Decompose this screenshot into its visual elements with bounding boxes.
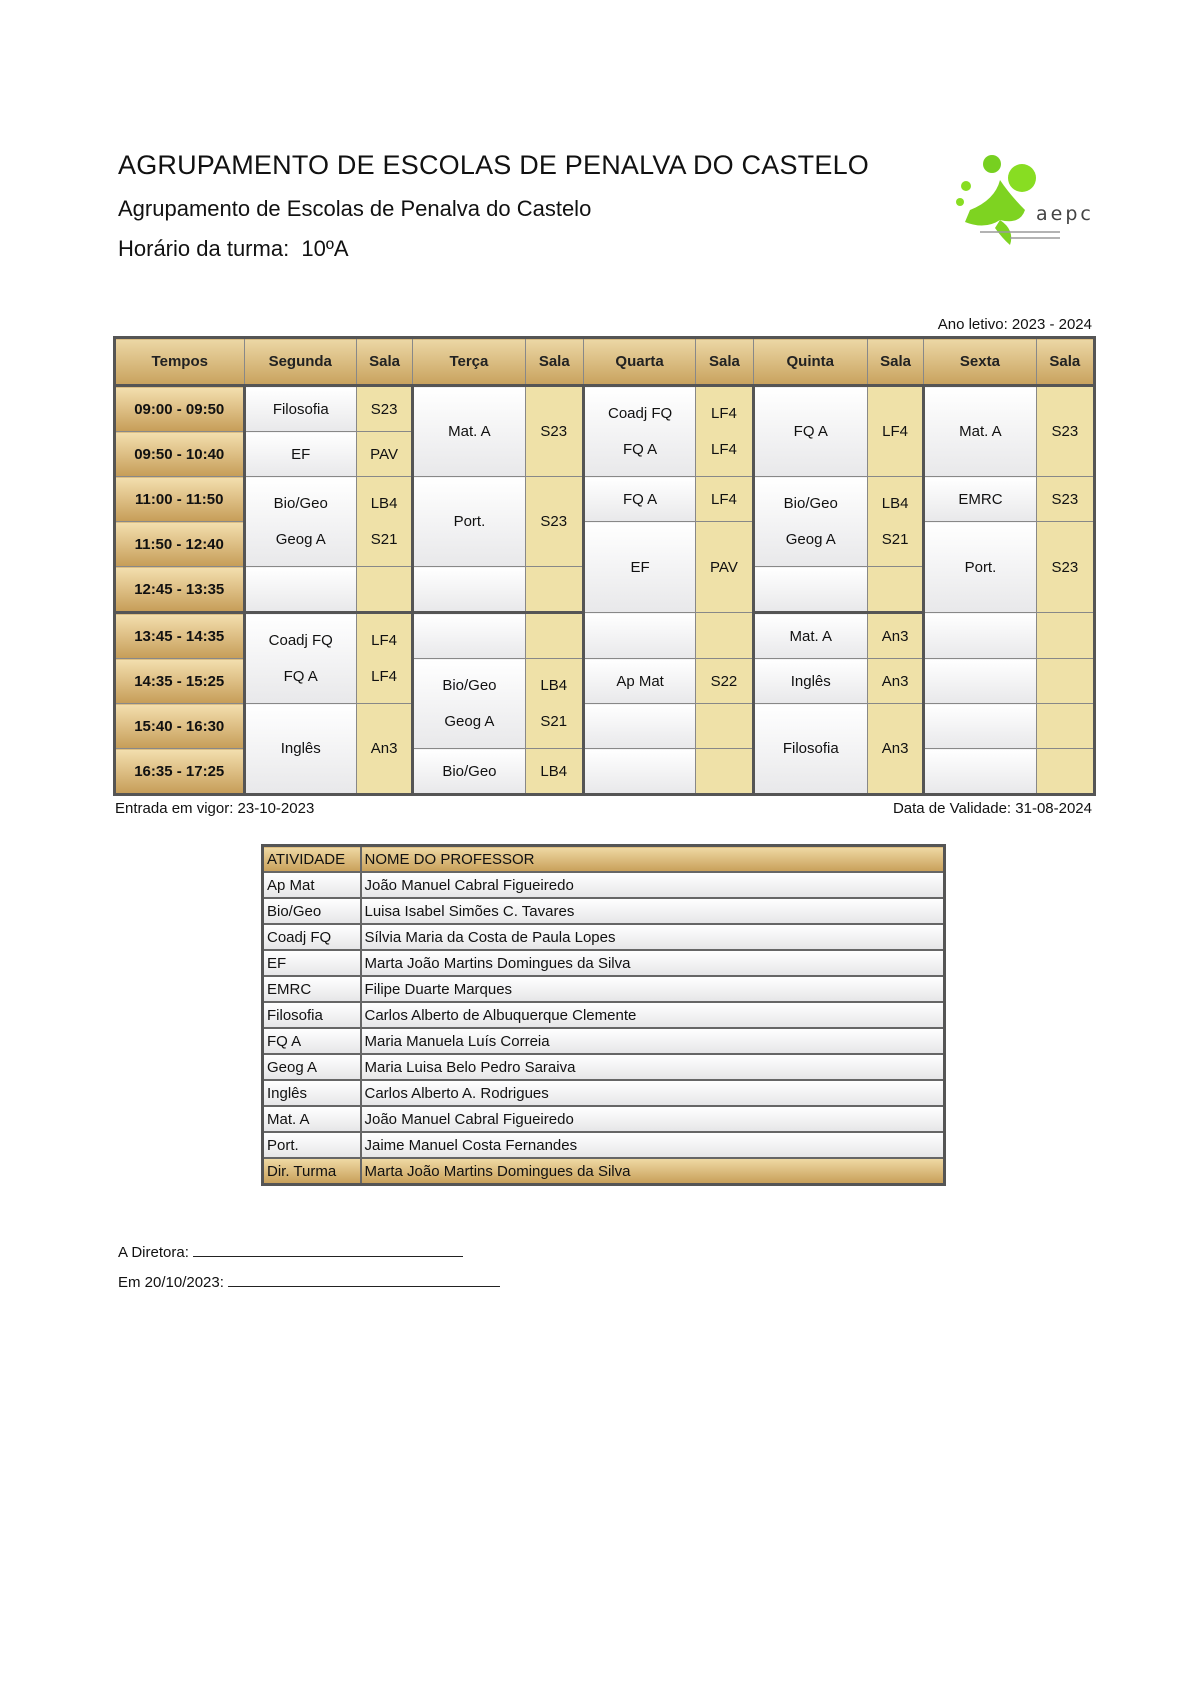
room-cell <box>868 477 924 567</box>
room-cell-empty <box>696 704 753 749</box>
room-cell: An3 <box>868 659 924 704</box>
signature-line <box>228 1274 500 1287</box>
room-cell: An3 <box>868 704 924 795</box>
class-line: Bio/Geo <box>442 676 497 694</box>
time-slot: 14:35 - 15:25 <box>115 659 245 704</box>
class-cell: EF <box>244 432 356 477</box>
activity-cell: Inglês <box>263 1080 361 1106</box>
table-row <box>263 1106 945 1132</box>
room-line: LB4 <box>540 676 568 694</box>
table-row <box>263 950 945 976</box>
activity-cell: Dir. Turma <box>263 1158 361 1185</box>
room-line: LF4 <box>711 440 737 458</box>
col-header-sala: Sala <box>1036 338 1094 386</box>
room-cell: S23 <box>1036 386 1094 477</box>
class-cell-empty <box>753 567 867 613</box>
time-slot: 12:45 - 13:35 <box>115 567 245 613</box>
class-cell: Port. <box>924 522 1036 613</box>
table-row <box>263 1054 945 1080</box>
class-cell: Mat. A <box>753 613 867 659</box>
class-cell: FQ A <box>583 477 695 522</box>
schedule-table <box>113 336 1096 796</box>
table-row <box>263 1080 945 1106</box>
class-cell: Ap Mat <box>583 659 695 704</box>
room-cell-empty <box>356 567 412 613</box>
activity-cell: Filosofia <box>263 1002 361 1028</box>
col-header-sala: Sala <box>868 338 924 386</box>
class-cell-empty <box>413 567 525 613</box>
class-cell <box>413 659 525 749</box>
room-cell: S23 <box>1036 477 1094 522</box>
room-cell: S23 <box>525 477 583 567</box>
table-row <box>263 1028 945 1054</box>
class-cell: Port. <box>413 477 525 567</box>
schedule-row <box>115 386 1095 432</box>
teachers-header-row <box>263 846 945 873</box>
room-cell: LF4 <box>868 386 924 477</box>
class-cell-empty <box>924 659 1036 704</box>
director-label: A Diretora: <box>118 1244 189 1261</box>
teacher-cell: Carlos Alberto A. Rodrigues <box>361 1080 945 1106</box>
room-line: LF4 <box>371 631 397 649</box>
class-line: Geog A <box>275 530 326 548</box>
table-row <box>263 872 945 898</box>
room-cell-empty <box>525 567 583 613</box>
room-cell-empty <box>696 749 753 795</box>
class-cell <box>753 477 867 567</box>
activity-cell: Ap Mat <box>263 872 361 898</box>
class-line: Bio/Geo <box>783 494 838 512</box>
time-slot: 11:50 - 12:40 <box>115 522 245 567</box>
teacher-cell: Marta João Martins Domingues da Silva <box>361 1158 945 1185</box>
class-cell-empty <box>924 749 1036 795</box>
col-header-teacher: NOME DO PROFESSOR <box>361 846 945 873</box>
time-slot: 09:50 - 10:40 <box>115 432 245 477</box>
school-title: AGRUPAMENTO DE ESCOLAS DE PENALVA DO CASTELO <box>118 150 869 180</box>
activity-cell: Bio/Geo <box>263 898 361 924</box>
col-header-tempos: Tempos <box>115 338 245 386</box>
class-cell: EF <box>583 522 695 613</box>
room-cell <box>356 477 412 567</box>
class-cell: Inglês <box>753 659 867 704</box>
activity-cell: Mat. A <box>263 1106 361 1132</box>
effective-date: Entrada em vigor: 23-10-2023 <box>115 800 315 817</box>
school-logo <box>940 150 1100 260</box>
room-line: S21 <box>881 530 909 548</box>
class-line: Coadj FQ <box>608 404 673 422</box>
table-row <box>263 1002 945 1028</box>
room-line: S21 <box>540 712 568 730</box>
teacher-cell: Filipe Duarte Marques <box>361 976 945 1002</box>
room-line: LF4 <box>371 667 397 685</box>
room-cell-empty <box>1036 704 1094 749</box>
col-header-segunda: Segunda <box>244 338 356 386</box>
teacher-cell: Maria Luisa Belo Pedro Saraiva <box>361 1054 945 1080</box>
class-cell: Bio/Geo <box>413 749 525 795</box>
table-row <box>263 898 945 924</box>
col-header-sala: Sala <box>696 338 753 386</box>
school-year: Ano letivo: 2023 - 2024 <box>937 316 1092 333</box>
schedule-row <box>115 613 1095 659</box>
activity-cell: Geog A <box>263 1054 361 1080</box>
teacher-cell: Carlos Alberto de Albuquerque Clemente <box>361 1002 945 1028</box>
turma-value: 10ºA <box>301 236 349 261</box>
time-slot: 15:40 - 16:30 <box>115 704 245 749</box>
signature-line <box>193 1244 463 1257</box>
room-cell <box>696 386 753 477</box>
time-slot: 13:45 - 14:35 <box>115 613 245 659</box>
director-signature <box>118 1244 463 1261</box>
class-line: Geog A <box>444 712 495 730</box>
class-line: Geog A <box>785 530 836 548</box>
room-line: S21 <box>370 530 398 548</box>
room-cell: PAV <box>696 522 753 613</box>
schedule-row <box>115 704 1095 749</box>
col-header-activity: ATIVIDADE <box>263 846 361 873</box>
teacher-cell: Luisa Isabel Simões C. Tavares <box>361 898 945 924</box>
class-cell <box>583 386 695 477</box>
room-cell: An3 <box>868 613 924 659</box>
room-cell: S23 <box>525 386 583 477</box>
table-row <box>263 924 945 950</box>
col-header-terca: Terça <box>413 338 525 386</box>
teacher-cell: Sílvia Maria da Costa de Paula Lopes <box>361 924 945 950</box>
teacher-cell: Jaime Manuel Costa Fernandes <box>361 1132 945 1158</box>
room-cell: S23 <box>356 386 412 432</box>
room-cell: PAV <box>356 432 412 477</box>
class-line: FQ A <box>283 667 318 685</box>
class-cell-empty <box>244 567 356 613</box>
room-cell-empty <box>1036 659 1094 704</box>
schedule-row <box>115 477 1095 522</box>
activity-cell: Coadj FQ <box>263 924 361 950</box>
class-line: FQ A <box>623 440 658 458</box>
room-cell: LB4 <box>525 749 583 795</box>
class-schedule-label <box>118 236 349 262</box>
class-cell-empty <box>924 613 1036 659</box>
class-cell: Inglês <box>244 704 356 795</box>
class-cell-empty <box>924 704 1036 749</box>
date-label: Em 20/10/2023: <box>118 1274 224 1291</box>
validity-date: Data de Validade: 31-08-2024 <box>892 800 1092 817</box>
room-line: LB4 <box>881 494 909 512</box>
col-header-sexta: Sexta <box>924 338 1036 386</box>
room-line: LB4 <box>370 494 398 512</box>
col-header-sala: Sala <box>525 338 583 386</box>
class-director-row <box>263 1158 945 1185</box>
room-cell: S23 <box>1036 522 1094 613</box>
room-cell-empty <box>525 613 583 659</box>
class-cell <box>244 613 356 704</box>
activity-cell: FQ A <box>263 1028 361 1054</box>
room-cell: S22 <box>696 659 753 704</box>
table-row <box>263 1132 945 1158</box>
table-row <box>263 976 945 1002</box>
class-cell: Mat. A <box>924 386 1036 477</box>
activity-cell: Port. <box>263 1132 361 1158</box>
room-cell-empty <box>696 613 753 659</box>
room-line: LF4 <box>711 404 737 422</box>
class-cell-empty <box>583 704 695 749</box>
logo-text: aepc <box>1036 203 1094 225</box>
teacher-cell: Marta João Martins Domingues da Silva <box>361 950 945 976</box>
class-cell-empty <box>413 613 525 659</box>
activity-cell: EF <box>263 950 361 976</box>
date-signature <box>118 1274 500 1291</box>
col-header-sala: Sala <box>356 338 412 386</box>
room-cell-empty <box>1036 613 1094 659</box>
room-cell: LF4 <box>696 477 753 522</box>
class-cell: EMRC <box>924 477 1036 522</box>
time-slot: 11:00 - 11:50 <box>115 477 245 522</box>
room-cell: An3 <box>356 704 412 795</box>
class-line: Coadj FQ <box>268 631 333 649</box>
class-cell: Mat. A <box>413 386 525 477</box>
room-cell <box>356 613 412 704</box>
turma-label: Horário da turma: <box>118 236 290 261</box>
activity-cell: EMRC <box>263 976 361 1002</box>
room-cell <box>525 659 583 749</box>
teachers-table <box>261 844 946 1186</box>
class-cell: Filosofia <box>244 386 356 432</box>
teacher-cell: João Manuel Cabral Figueiredo <box>361 1106 945 1132</box>
school-subtitle: Agrupamento de Escolas de Penalva do Castelo <box>118 196 592 221</box>
class-cell-empty <box>583 749 695 795</box>
time-slot: 16:35 - 17:25 <box>115 749 245 795</box>
class-line: Bio/Geo <box>273 494 328 512</box>
schedule-header-row <box>115 338 1095 386</box>
room-cell-empty <box>1036 749 1094 795</box>
class-cell: Filosofia <box>753 704 867 795</box>
class-cell-empty <box>583 613 695 659</box>
class-cell: FQ A <box>753 386 867 477</box>
teacher-cell: Maria Manuela Luís Correia <box>361 1028 945 1054</box>
room-cell-empty <box>868 567 924 613</box>
class-cell <box>244 477 356 567</box>
time-slot: 09:00 - 09:50 <box>115 386 245 432</box>
col-header-quarta: Quarta <box>583 338 695 386</box>
col-header-quinta: Quinta <box>753 338 867 386</box>
teacher-cell: João Manuel Cabral Figueiredo <box>361 872 945 898</box>
